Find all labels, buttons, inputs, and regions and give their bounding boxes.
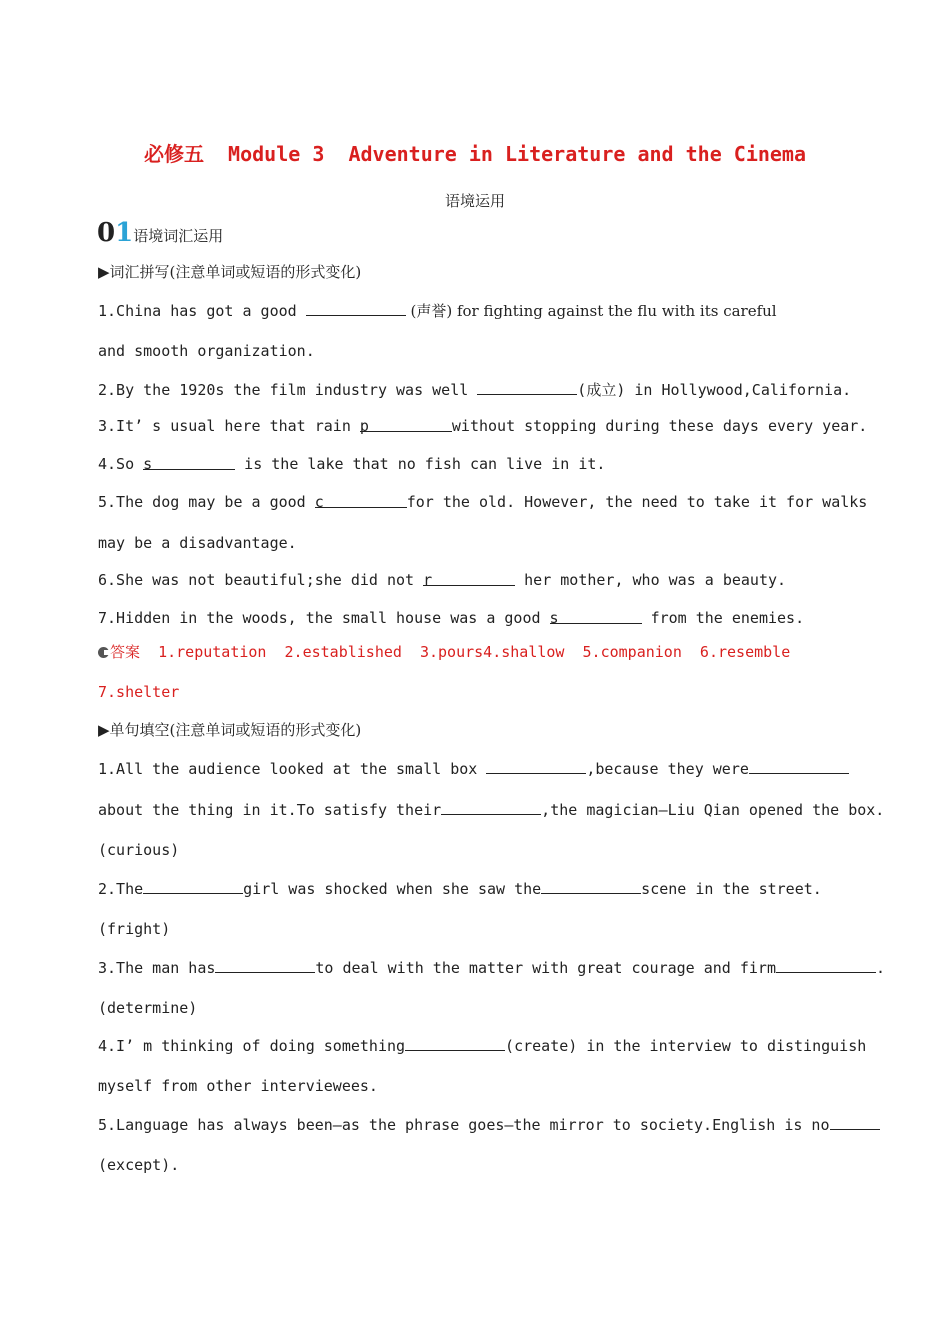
- q3-prompt-letter: p: [359, 417, 369, 435]
- answer-blank[interactable]: [749, 758, 849, 774]
- q3-text-b: without stopping during these days every year.: [451, 417, 868, 435]
- p2-q4-text-a: 4.I’ m thinking of doing something: [98, 1037, 406, 1055]
- part2-q3: [98, 957, 885, 978]
- answer-values: 1.reputation 2.established 3.pours4.shallow 5.companion 6.resemble: [140, 643, 791, 661]
- q6-text-b: her mother, who was a beauty.: [515, 571, 787, 589]
- q1-text-a: 1.China has got a good: [98, 302, 306, 320]
- answer-icon: [98, 647, 109, 658]
- section-heading: [97, 218, 223, 248]
- part2-q3-hint: (determine): [98, 999, 198, 1017]
- answer-blank[interactable]: [423, 570, 515, 589]
- section-number-one: 1: [115, 218, 134, 248]
- p2-q3-text-a: 3.The man has: [98, 959, 216, 977]
- part1-q7: [98, 608, 804, 628]
- part2-q2: [98, 878, 822, 899]
- part1-q6: [98, 570, 786, 590]
- page-subtitle: 语境运用: [444, 192, 505, 210]
- part2-q1: [98, 758, 849, 779]
- answer-blank[interactable]: [549, 608, 642, 627]
- part2-q1-hint: (curious): [98, 841, 180, 859]
- answer-blank[interactable]: [776, 957, 876, 973]
- q2-text-a: 2.By the 1920s the film industry was well: [98, 381, 478, 399]
- part1-q2: [98, 379, 851, 400]
- page-title: 必修五 Module 3 Adventure in Literature and the Cinema: [143, 142, 807, 166]
- q7-prompt-letter: s: [549, 609, 559, 627]
- answer-blank[interactable]: [306, 300, 406, 316]
- q3-text-a: 3.It’ s usual here that rain: [98, 417, 360, 435]
- part1-q1-cont: and smooth organization.: [98, 342, 315, 360]
- q6-text-a: 6.She was not beautiful;she did not: [98, 571, 424, 589]
- q7-text-b: from the enemies.: [641, 609, 805, 627]
- p2-q1-text-b: ,because they were: [586, 760, 749, 778]
- answer-blank[interactable]: [830, 1114, 880, 1130]
- answer-line-1: [98, 642, 790, 662]
- answer-blank[interactable]: [359, 416, 452, 435]
- part1-q5: [98, 492, 867, 512]
- part1-q3: [98, 416, 867, 436]
- answer-blank[interactable]: [143, 878, 243, 894]
- part2-q2-hint: (fright): [98, 920, 171, 938]
- p2-q2-text-a: 2.The: [98, 880, 144, 898]
- p2-q2-text-c: scene in the street.: [641, 880, 822, 898]
- p2-q1-text-d: ,the magician—Liu Qian opened the box.: [541, 801, 885, 819]
- part1-heading: ▶词汇拼写(注意单词或短语的形式变化): [98, 263, 362, 281]
- p2-q4-text-b: (create) in the interview to distinguish: [505, 1037, 867, 1055]
- answer-blank[interactable]: [314, 492, 407, 511]
- q2-text-b: (成立) in Hollywood,California.: [577, 381, 852, 399]
- part2-q4-cont: myself from other interviewees.: [98, 1077, 378, 1095]
- part2-q1-cont: [98, 799, 884, 820]
- section-label: 语境词汇运用: [133, 227, 224, 245]
- section-number: [97, 218, 133, 248]
- answer-blank[interactable]: [486, 758, 586, 774]
- q5-prompt-letter: c: [314, 493, 324, 511]
- part2-q4: [98, 1035, 866, 1056]
- answer-blank[interactable]: [541, 878, 641, 894]
- p2-q1-text-a: 1.All the audience looked at the small box: [98, 760, 487, 778]
- answer-line-2: 7.shelter: [98, 683, 180, 701]
- answer-blank[interactable]: [215, 957, 315, 973]
- answer-blank[interactable]: [405, 1035, 505, 1051]
- part2-heading: ▶单句填空(注意单词或短语的形式变化): [98, 721, 362, 739]
- part1-q4: [98, 454, 605, 474]
- q1-text-b: (声誉) for fighting against the flu with its careful: [405, 302, 777, 320]
- q4-prompt-letter: s: [143, 455, 153, 473]
- part1-q5-cont: may be a disadvantage.: [98, 534, 297, 552]
- q6-prompt-letter: r: [423, 571, 433, 589]
- p2-q3-text-b: to deal with the matter with great courage and firm: [315, 959, 776, 977]
- q5-text-b: for the old. However, the need to take it for walks: [406, 493, 868, 511]
- p2-q1-text-c: about the thing in it.To satisfy their: [98, 801, 442, 819]
- p2-q5-text-a: 5.Language has always been—as the phrase goes—the mirror to society.English is no: [98, 1116, 830, 1134]
- p2-q3-text-c: .: [875, 959, 886, 977]
- answer-blank[interactable]: [143, 454, 235, 473]
- q5-text-a: 5.The dog may be a good: [98, 493, 315, 511]
- part2-q5-hint: (except).: [98, 1156, 180, 1174]
- part2-q5: [98, 1114, 880, 1135]
- answer-blank[interactable]: [441, 799, 541, 815]
- q7-text-a: 7.Hidden in the woods, the small house was a good: [98, 609, 550, 627]
- q4-text-b: is the lake that no fish can live in it.: [235, 455, 606, 473]
- p2-q2-text-b: girl was shocked when she saw the: [243, 880, 542, 898]
- part1-q1: [98, 300, 777, 321]
- section-number-zero: 0: [97, 218, 116, 248]
- answer-blank[interactable]: [477, 379, 577, 395]
- q4-text-a: 4.So: [98, 455, 144, 473]
- answer-label: 答案: [110, 643, 141, 661]
